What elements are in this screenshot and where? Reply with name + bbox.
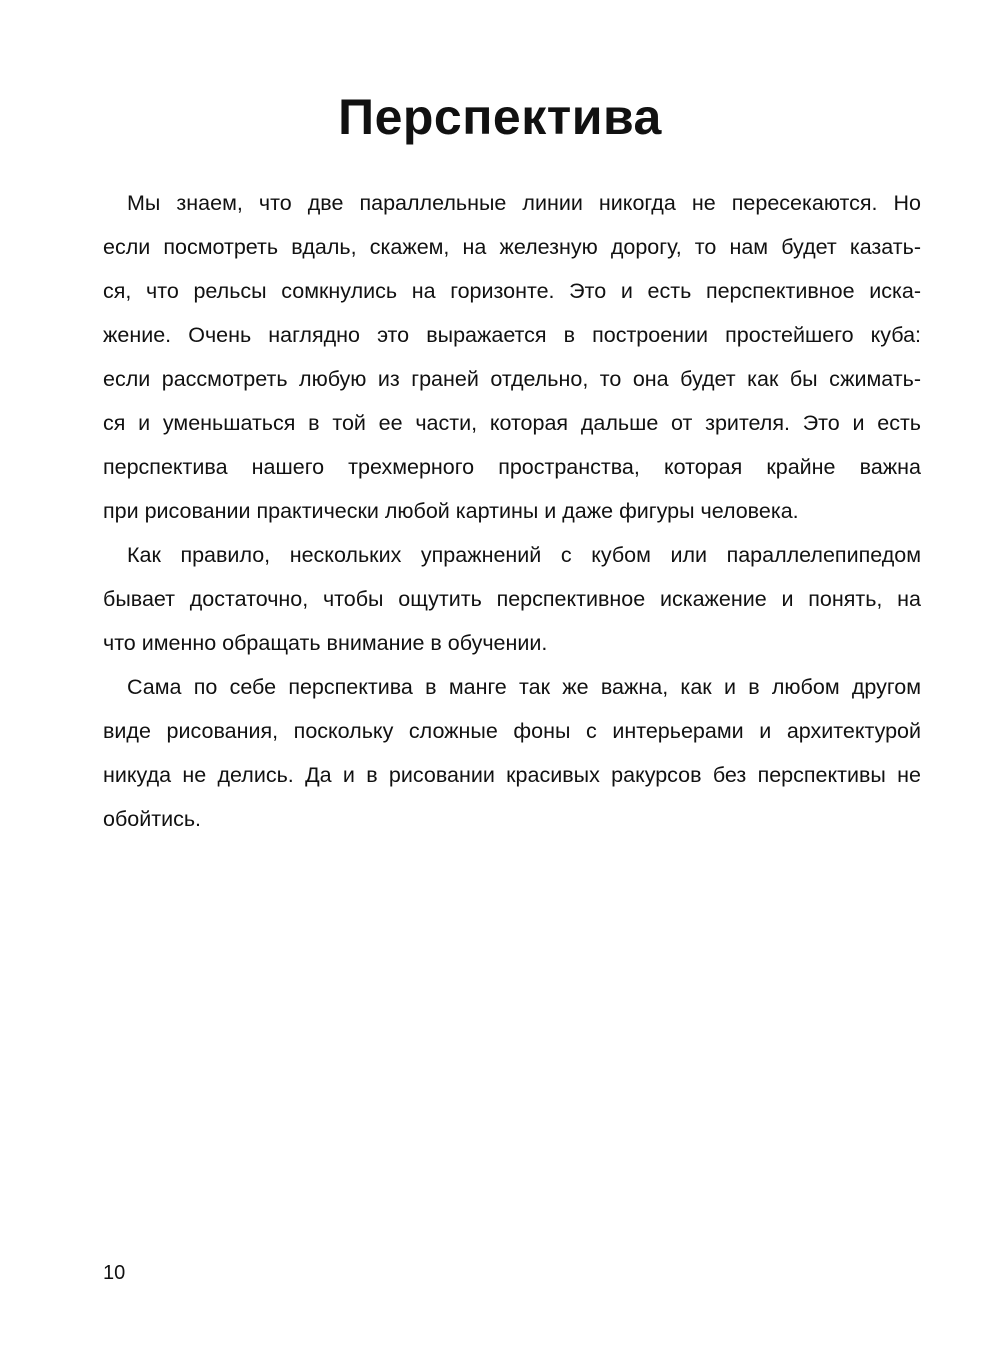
text-line: если рассмотреть любую из граней отдельно, то она будет как бы сжимать- — [103, 367, 921, 391]
paragraph — [103, 186, 921, 538]
text-line: Мы знаем, что две параллельные линии никогда не пересекаются. Но — [127, 191, 921, 215]
text-line: никуда не делись. Да и в рисовании красивых ракурсов без перспективы не — [103, 763, 921, 787]
text-line: виде рисования, поскольку сложные фоны с интерьерами и архитектурой — [103, 719, 921, 743]
text-line: Сама по себе перспектива в манге так же важна, как и в любом другом — [127, 675, 921, 699]
text-line: при рисовании практически любой картины и даже фигуры человека. — [103, 499, 799, 523]
paragraph — [103, 538, 921, 670]
text-line: перспектива нашего трехмерного пространства, которая крайне важна — [103, 455, 921, 479]
text-line: если посмотреть вдаль, скажем, на железную дорогу, то нам будет казать- — [103, 235, 921, 259]
text-line: что именно обращать внимание в обучении. — [103, 631, 548, 655]
text-line: обойтись. — [103, 807, 202, 831]
text-line: жение. Очень наглядно это выражается в построении простейшего куба: — [103, 323, 921, 347]
body-text — [103, 186, 921, 846]
text-line: ся и уменьшаться в той ее части, которая дальше от зрителя. Это и есть — [103, 411, 921, 435]
paragraph — [103, 670, 921, 846]
text-line: ся, что рельсы сомкнулись на горизонте. Это и есть перспективное иска- — [103, 279, 921, 303]
text-line: Как правило, нескольких упражнений с кубом или параллелепипедом — [127, 543, 921, 567]
page-number: 10 — [103, 1262, 126, 1284]
page-title: Перспектива — [338, 89, 662, 145]
text-line: бывает достаточно, чтобы ощутить перспективное искажение и понять, на — [103, 587, 921, 611]
